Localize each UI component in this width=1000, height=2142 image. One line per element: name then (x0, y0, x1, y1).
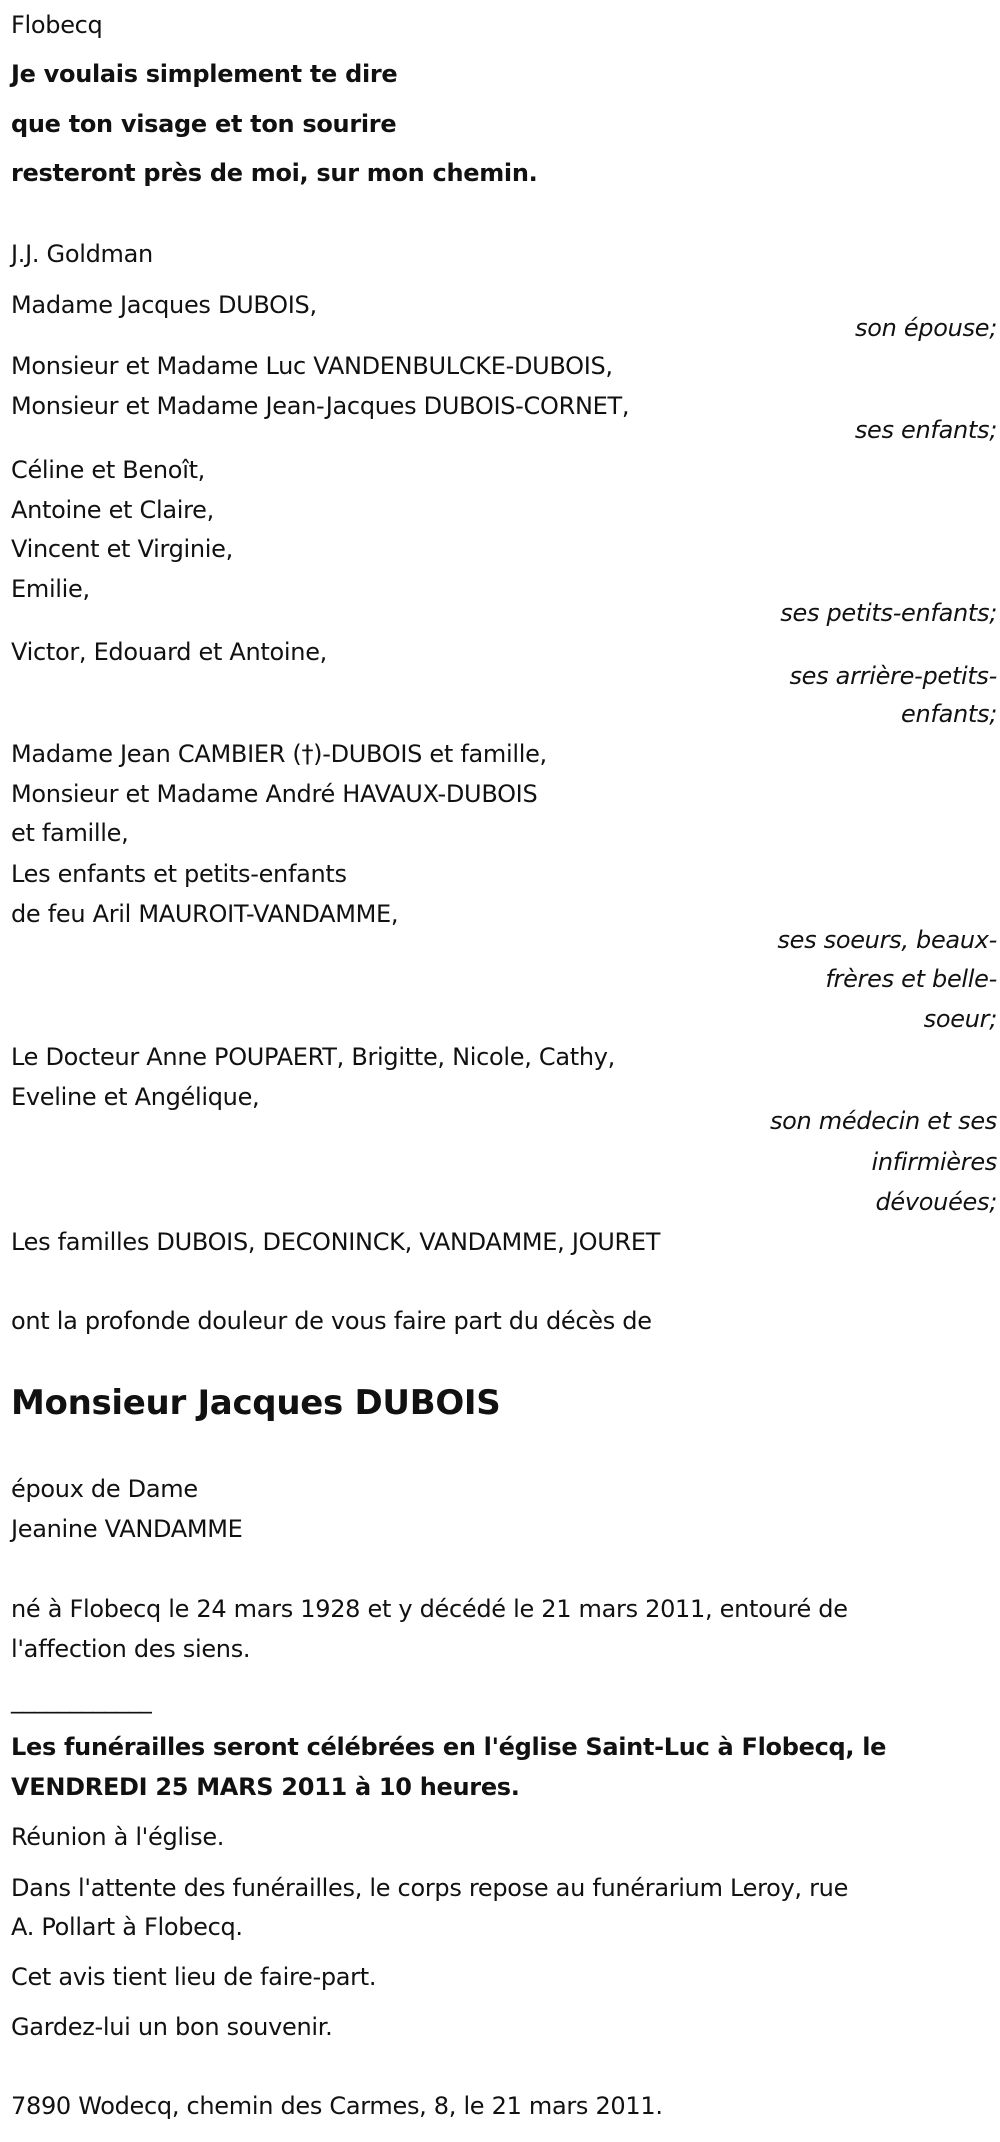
family-name: Madame Jean CAMBIER (†)-DUBOIS et famille, (11, 740, 547, 768)
family-relation: son épouse; (855, 314, 997, 342)
family-name: Monsieur et Madame Luc VANDENBULCKE-DUBOIS, (11, 352, 613, 380)
remember: Gardez-lui un bon souvenir. (11, 2013, 333, 2041)
family-name: Vincent et Virginie, (11, 535, 233, 563)
poem-author: J.J. Goldman (11, 240, 153, 268)
family-name: Le Docteur Anne POUPAERT, Brigitte, Nicole, Cathy, (11, 1043, 615, 1071)
family-relation: soeur; (923, 1005, 997, 1033)
family-name: Madame Jacques DUBOIS, (11, 291, 317, 319)
family-relation: frères et belle- (825, 965, 997, 993)
family-name: Antoine et Claire, (11, 496, 214, 524)
rest-line: Dans l'attente des funérailles, le corps repose au funérarium Leroy, rue (11, 1874, 849, 1902)
birth-death-line: l'affection des siens. (11, 1635, 251, 1663)
family-name: Victor, Edouard et Antoine, (11, 638, 327, 666)
deceased-name: Monsieur Jacques DUBOIS (11, 1383, 501, 1423)
family-name: Monsieur et Madame André HAVAUX-DUBOIS (11, 780, 538, 808)
rest-line: A. Pollart à Flobecq. (11, 1913, 243, 1941)
family-relation: ses petits-enfants; (780, 599, 997, 627)
family-relation: ses soeurs, beaux- (777, 926, 997, 954)
birth-death-line: né à Flobecq le 24 mars 1928 et y décédé le 21 mars 2011, entouré de (11, 1595, 848, 1623)
family-name: Les enfants et petits-enfants (11, 860, 347, 888)
family-name: et famille, (11, 819, 129, 847)
family-name: de feu Aril MAUROIT-VANDAMME, (11, 900, 399, 928)
funeral-line: Les funérailles seront célébrées en l'église Saint-Luc à Flobecq, le (11, 1733, 887, 1761)
notice: Cet avis tient lieu de faire-part. (11, 1963, 377, 1991)
spouse-line: époux de Dame (11, 1475, 198, 1503)
family-name: Les familles DUBOIS, DECONINCK, VANDAMME, JOURET (11, 1228, 661, 1256)
address: 7890 Wodecq, chemin des Carmes, 8, le 21 mars 2011. (11, 2092, 663, 2120)
funeral-line: VENDREDI 25 MARS 2011 à 10 heures. (11, 1773, 520, 1801)
family-name: Eveline et Angélique, (11, 1083, 260, 1111)
spouse-line: Jeanine VANDAMME (11, 1515, 243, 1543)
family-name: Céline et Benoît, (11, 456, 206, 484)
family-relation: infirmières (871, 1148, 997, 1176)
meeting-info: Réunion à l'église. (11, 1823, 225, 1851)
announcement: ont la profonde douleur de vous faire part du décès de (11, 1307, 652, 1335)
poem-line: Je voulais simplement te dire (11, 60, 398, 88)
poem-line: resteront près de moi, sur mon chemin. (11, 159, 538, 187)
poem-line: que ton visage et ton sourire (11, 110, 397, 138)
family-relation: dévouées; (875, 1188, 997, 1216)
header-location: Flobecq (11, 11, 103, 39)
family-relation: son médecin et ses (769, 1107, 997, 1135)
family-relation: ses arrière-petits- (789, 662, 997, 690)
family-relation: enfants; (901, 700, 997, 728)
family-relation: ses enfants; (854, 416, 997, 444)
family-name: Emilie, (11, 575, 90, 603)
separator-line: ____________ (11, 1686, 152, 1714)
family-name: Monsieur et Madame Jean-Jacques DUBOIS-CORNET, (11, 392, 630, 420)
